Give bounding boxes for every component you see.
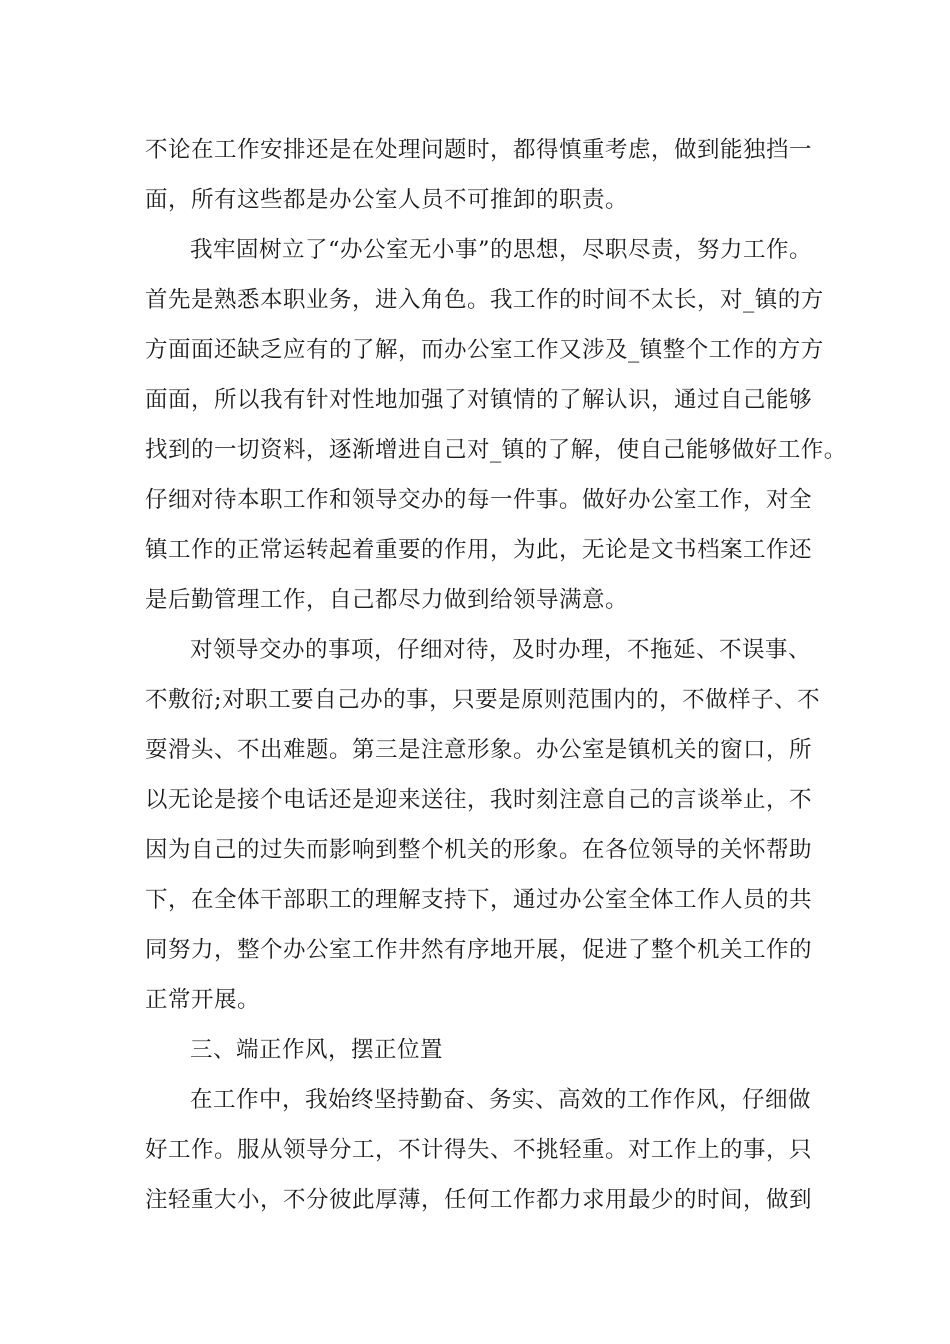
paragraph-start-line: 对领导交办的事项，仔细对待，及时办理，不拖延、不误事、 — [190, 637, 812, 663]
text-line: 首先是熟悉本职业务，进入角色。我工作的时间不太长，对_镇的方 — [145, 287, 824, 313]
text-line: 同努力，整个办公室工作井然有序地开展，促进了整个机关工作的 — [145, 937, 813, 963]
text-line: 耍滑头、不出难题。第三是注意形象。办公室是镇机关的窗口，所 — [145, 737, 813, 763]
paragraph-start-line: 在工作中，我始终坚持勤奋、务实、高效的工作作风，仔细做 — [190, 1087, 812, 1113]
text-line: 注轻重大小，不分彼此厚薄，任何工作都力求用最少的时间，做到 — [145, 1187, 813, 1213]
text-line: 以无论是接个电话还是迎来送往，我时刻注意自己的言谈举止，不 — [145, 787, 813, 813]
text-line: 不敷衍;对职工要自己办的事，只要是原则范围内的，不做样子、不 — [145, 687, 821, 713]
text-line: 镇工作的正常运转起着重要的作用，为此，无论是文书档案工作还 — [145, 537, 813, 563]
text-line: 仔细对待本职工作和领导交办的每一件事。做好办公室工作，对全 — [145, 487, 813, 513]
text-line: 好工作。服从领导分工，不计得失、不挑轻重。对工作上的事，只 — [145, 1137, 813, 1163]
text-line: 面，所有这些都是办公室人员不可推卸的职责。 — [145, 187, 629, 213]
section-heading: 三、端正作风，摆正位置 — [190, 1037, 444, 1063]
text-line: 是后勤管理工作，自己都尽力做到给领导满意。 — [145, 587, 629, 613]
text-line: 找到的一切资料，逐渐增进自己对_镇的了解，使自己能够做好工作。 — [145, 437, 847, 463]
paragraph-start-line: 我牢固树立了“办公室无小事”的思想，尽职尽责，努力工作。 — [190, 237, 813, 263]
text-line: 面面，所以我有针对性地加强了对镇情的了解认识，通过自己能够 — [145, 387, 813, 413]
text-line: 不论在工作安排还是在处理问题时，都得慎重考虑，做到能独挡一 — [145, 137, 813, 163]
text-line: 因为自己的过失而影响到整个机关的形象。在各位领导的关怀帮助 — [145, 837, 813, 863]
text-line: 正常开展。 — [145, 987, 261, 1013]
text-line: 下，在全体干部职工的理解支持下，通过办公室全体工作人员的共 — [145, 887, 813, 913]
text-line: 方面面还缺乏应有的了解，而办公室工作又涉及_镇整个工作的方方 — [145, 337, 824, 363]
